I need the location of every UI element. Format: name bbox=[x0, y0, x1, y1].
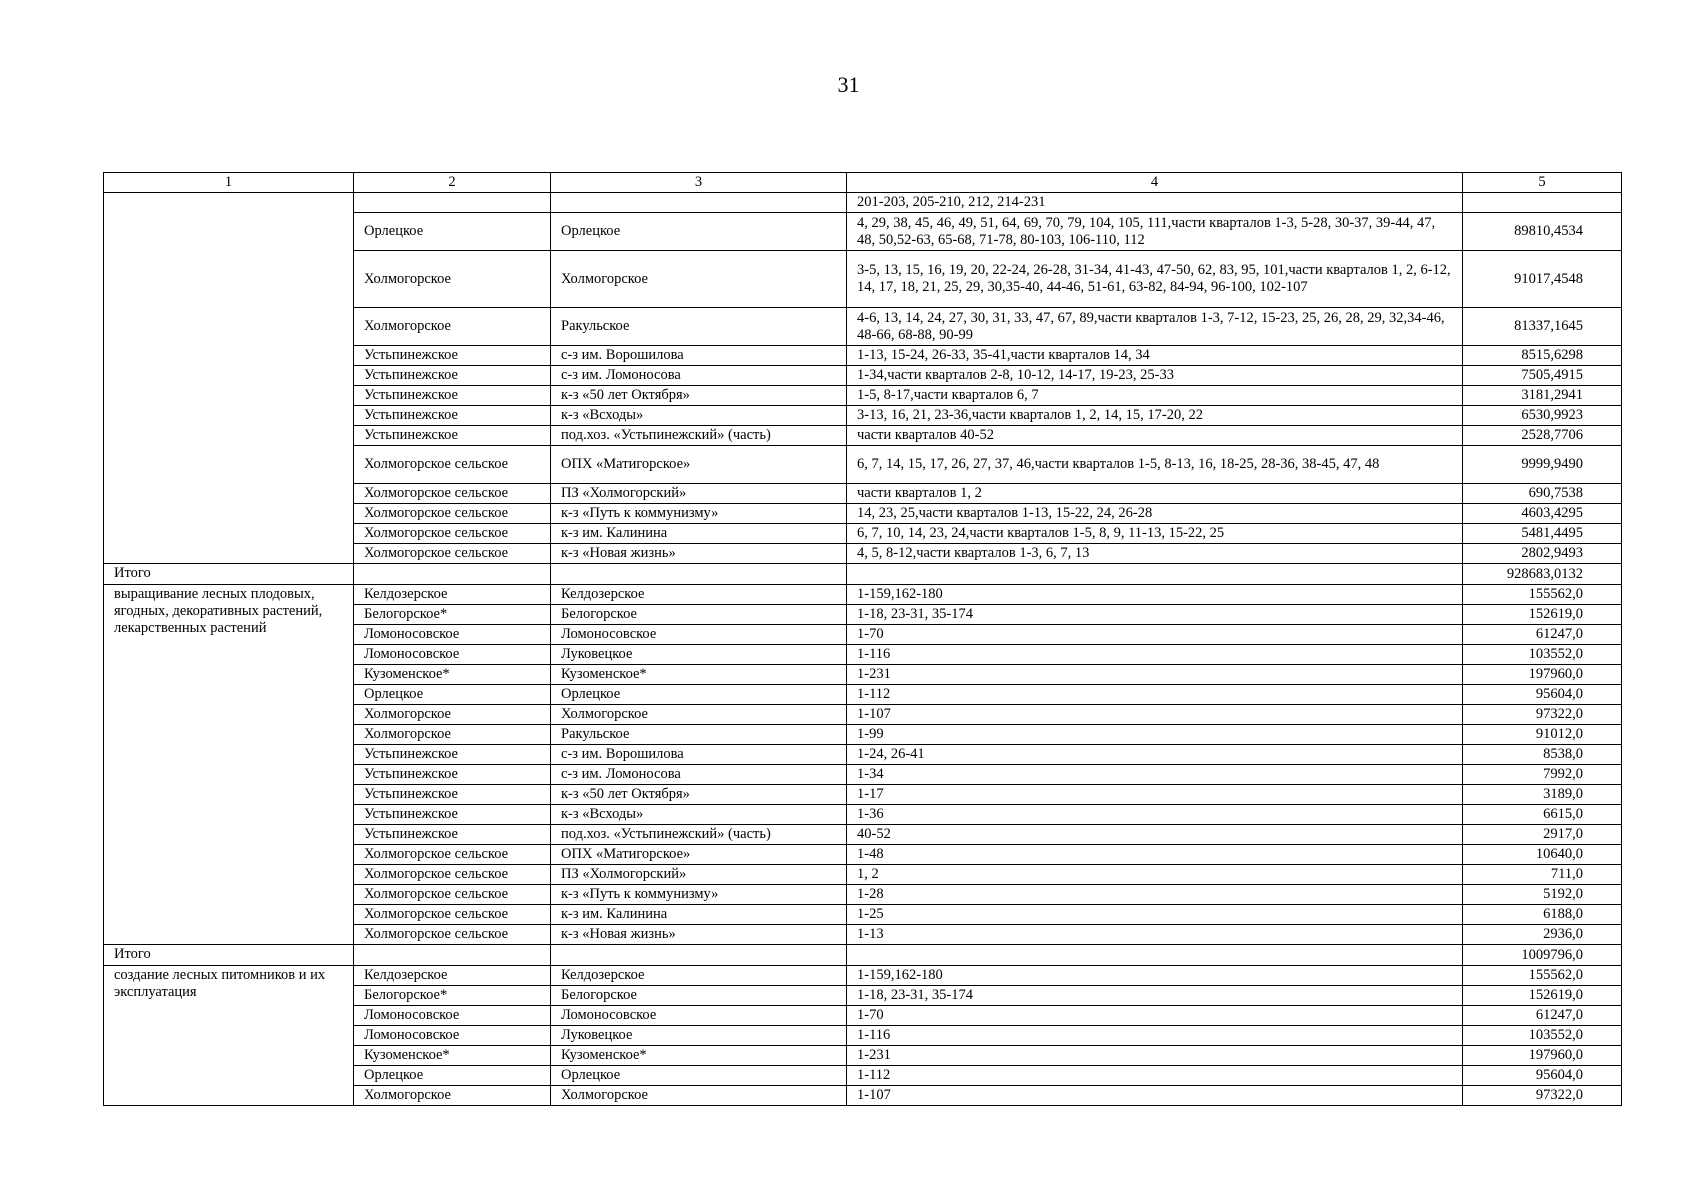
quarters-cell: 1-231 bbox=[847, 665, 1463, 685]
subdistrict-cell: к-з «Новая жизнь» bbox=[551, 544, 847, 564]
quarters-cell: 4, 5, 8-12,части кварталов 1-3, 6, 7, 13 bbox=[847, 544, 1463, 564]
area-cell: 8538,0 bbox=[1463, 745, 1622, 765]
district-cell: Ломоносовское bbox=[354, 1006, 551, 1026]
area-cell: 152619,0 bbox=[1463, 986, 1622, 1006]
subdistrict-cell: Орлецкое bbox=[551, 685, 847, 705]
subdistrict-cell: Кузоменское* bbox=[551, 665, 847, 685]
quarters-cell: 4, 29, 38, 45, 46, 49, 51, 64, 69, 70, 79, 104, 105, 111,части кварталов 1-3, 5-28, 30-37, 39-44, 47, 48, 50,52-63, 65-68, 71-78, 80-103, 106-110, 112 bbox=[847, 213, 1463, 251]
quarters-cell: 1-159,162-180 bbox=[847, 585, 1463, 605]
district-cell: Холмогорское сельское bbox=[354, 925, 551, 945]
area-cell: 91017,4548 bbox=[1463, 251, 1622, 308]
district-cell: Холмогорское сельское bbox=[354, 524, 551, 544]
table-header-row bbox=[104, 173, 1622, 193]
area-cell: 2917,0 bbox=[1463, 825, 1622, 845]
subdistrict-cell: с-з им. Ворошилова bbox=[551, 346, 847, 366]
quarters-cell: 4-6, 13, 14, 24, 27, 30, 31, 33, 47, 67, 89,части кварталов 1-3, 7-12, 15-23, 25, 26, 28, 29, 32,34-46, 48-66, 68-88, 90-99 bbox=[847, 308, 1463, 346]
area-cell: 928683,0132 bbox=[1463, 564, 1622, 585]
section-cell bbox=[104, 193, 354, 564]
quarters-cell: 1-159,162-180 bbox=[847, 966, 1463, 986]
section-cell: выращивание лесных плодовых, ягодных, декоративных растений, лекарственных растений bbox=[104, 585, 354, 945]
area-cell: 91012,0 bbox=[1463, 725, 1622, 745]
district-cell: Холмогорское сельское bbox=[354, 845, 551, 865]
subdistrict-cell: ПЗ «Холмогорский» bbox=[551, 865, 847, 885]
subdistrict-cell: Ломоносовское bbox=[551, 1006, 847, 1026]
table-row bbox=[104, 945, 1622, 966]
subdistrict-cell bbox=[551, 945, 847, 966]
district-cell: Белогорское* bbox=[354, 986, 551, 1006]
district-cell: Холмогорское сельское bbox=[354, 504, 551, 524]
quarters-cell: 1-36 bbox=[847, 805, 1463, 825]
quarters-cell: 1-34 bbox=[847, 765, 1463, 785]
quarters-cell: 40-52 bbox=[847, 825, 1463, 845]
quarters-cell: 1-99 bbox=[847, 725, 1463, 745]
area-cell: 81337,1645 bbox=[1463, 308, 1622, 346]
subdistrict-cell: к-з «Путь к коммунизму» bbox=[551, 885, 847, 905]
section-cell: создание лесных питомников и их эксплуатация bbox=[104, 966, 354, 1106]
district-cell: Ломоносовское bbox=[354, 645, 551, 665]
quarters-cell: 1-116 bbox=[847, 1026, 1463, 1046]
area-cell: 10640,0 bbox=[1463, 845, 1622, 865]
subdistrict-cell: ОПХ «Матигорское» bbox=[551, 446, 847, 484]
area-cell: 3189,0 bbox=[1463, 785, 1622, 805]
area-cell: 103552,0 bbox=[1463, 1026, 1622, 1046]
district-cell bbox=[354, 564, 551, 585]
subdistrict-cell: к-з «Новая жизнь» bbox=[551, 925, 847, 945]
area-cell: 197960,0 bbox=[1463, 665, 1622, 685]
area-cell: 2802,9493 bbox=[1463, 544, 1622, 564]
subdistrict-cell: к-з «Всходы» bbox=[551, 805, 847, 825]
quarters-cell: 1-70 bbox=[847, 1006, 1463, 1026]
subdistrict-cell: Холмогорское bbox=[551, 1086, 847, 1106]
table-row bbox=[104, 966, 1622, 986]
district-cell: Холмогорское bbox=[354, 725, 551, 745]
quarters-cell bbox=[847, 564, 1463, 585]
area-cell: 5481,4495 bbox=[1463, 524, 1622, 544]
quarters-cell: 1-18, 23-31, 35-174 bbox=[847, 605, 1463, 625]
subdistrict-cell: под.хоз. «Устьпинежский» (часть) bbox=[551, 426, 847, 446]
table-body bbox=[104, 193, 1622, 1106]
quarters-cell: 1-5, 8-17,части кварталов 6, 7 bbox=[847, 386, 1463, 406]
district-cell: Кузоменское* bbox=[354, 665, 551, 685]
district-cell: Холмогорское bbox=[354, 251, 551, 308]
subdistrict-cell: с-з им. Ломоносова bbox=[551, 765, 847, 785]
subdistrict-cell: к-з «Путь к коммунизму» bbox=[551, 504, 847, 524]
subdistrict-cell: Келдозерское bbox=[551, 585, 847, 605]
column-header: 4 bbox=[847, 173, 1463, 193]
district-cell: Устьпинежское bbox=[354, 406, 551, 426]
column-header: 3 bbox=[551, 173, 847, 193]
subdistrict-cell: Белогорское bbox=[551, 986, 847, 1006]
subdistrict-cell: ОПХ «Матигорское» bbox=[551, 845, 847, 865]
area-cell: 7992,0 bbox=[1463, 765, 1622, 785]
district-cell: Устьпинежское bbox=[354, 426, 551, 446]
quarters-cell: 1-107 bbox=[847, 705, 1463, 725]
area-cell: 103552,0 bbox=[1463, 645, 1622, 665]
subdistrict-cell: к-з им. Калинина bbox=[551, 905, 847, 925]
district-cell: Орлецкое bbox=[354, 685, 551, 705]
subdistrict-cell: ПЗ «Холмогорский» bbox=[551, 484, 847, 504]
subdistrict-cell: Орлецкое bbox=[551, 1066, 847, 1086]
district-cell: Холмогорское bbox=[354, 1086, 551, 1106]
area-cell: 1009796,0 bbox=[1463, 945, 1622, 966]
quarters-cell: 1-17 bbox=[847, 785, 1463, 805]
column-header: 5 bbox=[1463, 173, 1622, 193]
quarters-cell: 1-25 bbox=[847, 905, 1463, 925]
area-cell: 9999,9490 bbox=[1463, 446, 1622, 484]
district-cell bbox=[354, 193, 551, 213]
area-cell bbox=[1463, 193, 1622, 213]
area-cell: 97322,0 bbox=[1463, 705, 1622, 725]
quarters-cell: 201-203, 205-210, 212, 214-231 bbox=[847, 193, 1463, 213]
table-row bbox=[104, 193, 1622, 213]
section-cell: Итого bbox=[104, 564, 354, 585]
district-cell: Орлецкое bbox=[354, 1066, 551, 1086]
subdistrict-cell: Белогорское bbox=[551, 605, 847, 625]
area-cell: 155562,0 bbox=[1463, 966, 1622, 986]
quarters-cell: 1-13 bbox=[847, 925, 1463, 945]
quarters-cell: 3-5, 13, 15, 16, 19, 20, 22-24, 26-28, 31-34, 41-43, 47-50, 62, 83, 95, 101,части кварталов 1, 2, 6-12, 14, 17, 18, 21, 25, 29, 30,35-40, 44-46, 51-61, 63-82, 84-94, 96-100, 102-107 bbox=[847, 251, 1463, 308]
page-number: 31 bbox=[837, 72, 860, 97]
data-table bbox=[103, 172, 1622, 1106]
area-cell: 61247,0 bbox=[1463, 625, 1622, 645]
quarters-cell: 1-18, 23-31, 35-174 bbox=[847, 986, 1463, 1006]
quarters-cell: 1-112 bbox=[847, 685, 1463, 705]
subdistrict-cell: Ломоносовское bbox=[551, 625, 847, 645]
area-cell: 4603,4295 bbox=[1463, 504, 1622, 524]
district-cell: Устьпинежское bbox=[354, 785, 551, 805]
section-cell: Итого bbox=[104, 945, 354, 966]
quarters-cell: 1-231 bbox=[847, 1046, 1463, 1066]
quarters-cell: 1-13, 15-24, 26-33, 35-41,части кварталов 14, 34 bbox=[847, 346, 1463, 366]
subdistrict-cell: Кузоменское* bbox=[551, 1046, 847, 1066]
area-cell: 2936,0 bbox=[1463, 925, 1622, 945]
district-cell: Устьпинежское bbox=[354, 825, 551, 845]
district-cell: Холмогорское сельское bbox=[354, 544, 551, 564]
area-cell: 197960,0 bbox=[1463, 1046, 1622, 1066]
district-cell: Холмогорское сельское bbox=[354, 446, 551, 484]
district-cell: Устьпинежское bbox=[354, 366, 551, 386]
subdistrict-cell: к-з «50 лет Октября» bbox=[551, 386, 847, 406]
subdistrict-cell: с-з им. Ломоносова bbox=[551, 366, 847, 386]
quarters-cell: 1-28 bbox=[847, 885, 1463, 905]
district-cell: Устьпинежское bbox=[354, 745, 551, 765]
district-cell: Кузоменское* bbox=[354, 1046, 551, 1066]
column-header: 2 bbox=[354, 173, 551, 193]
area-cell: 95604,0 bbox=[1463, 685, 1622, 705]
quarters-cell bbox=[847, 945, 1463, 966]
subdistrict-cell: Ракульское bbox=[551, 725, 847, 745]
area-cell: 711,0 bbox=[1463, 865, 1622, 885]
area-cell: 97322,0 bbox=[1463, 1086, 1622, 1106]
quarters-cell: 1, 2 bbox=[847, 865, 1463, 885]
subdistrict-cell: Холмогорское bbox=[551, 251, 847, 308]
area-cell: 6530,9923 bbox=[1463, 406, 1622, 426]
area-cell: 61247,0 bbox=[1463, 1006, 1622, 1026]
quarters-cell: части кварталов 40-52 bbox=[847, 426, 1463, 446]
area-cell: 5192,0 bbox=[1463, 885, 1622, 905]
subdistrict-cell: Орлецкое bbox=[551, 213, 847, 251]
quarters-cell: 1-24, 26-41 bbox=[847, 745, 1463, 765]
area-cell: 155562,0 bbox=[1463, 585, 1622, 605]
subdistrict-cell: Луковецкое bbox=[551, 645, 847, 665]
district-cell: Холмогорское сельское bbox=[354, 484, 551, 504]
area-cell: 6615,0 bbox=[1463, 805, 1622, 825]
quarters-cell: части кварталов 1, 2 bbox=[847, 484, 1463, 504]
subdistrict-cell bbox=[551, 193, 847, 213]
area-cell: 7505,4915 bbox=[1463, 366, 1622, 386]
area-cell: 2528,7706 bbox=[1463, 426, 1622, 446]
area-cell: 3181,2941 bbox=[1463, 386, 1622, 406]
subdistrict-cell: Келдозерское bbox=[551, 966, 847, 986]
district-cell bbox=[354, 945, 551, 966]
district-cell: Холмогорское сельское bbox=[354, 885, 551, 905]
district-cell: Келдозерское bbox=[354, 585, 551, 605]
quarters-cell: 3-13, 16, 21, 23-36,части кварталов 1, 2, 14, 15, 17-20, 22 bbox=[847, 406, 1463, 426]
table-row bbox=[104, 564, 1622, 585]
quarters-cell: 6, 7, 10, 14, 23, 24,части кварталов 1-5, 8, 9, 11-13, 15-22, 25 bbox=[847, 524, 1463, 544]
area-cell: 89810,4534 bbox=[1463, 213, 1622, 251]
district-cell: Устьпинежское bbox=[354, 765, 551, 785]
area-cell: 95604,0 bbox=[1463, 1066, 1622, 1086]
district-cell: Холмогорское bbox=[354, 308, 551, 346]
district-cell: Келдозерское bbox=[354, 966, 551, 986]
area-cell: 8515,6298 bbox=[1463, 346, 1622, 366]
quarters-cell: 1-107 bbox=[847, 1086, 1463, 1106]
district-cell: Ломоносовское bbox=[354, 1026, 551, 1046]
subdistrict-cell: к-з им. Калинина bbox=[551, 524, 847, 544]
district-cell: Устьпинежское bbox=[354, 346, 551, 366]
district-cell: Холмогорское bbox=[354, 705, 551, 725]
district-cell: Ломоносовское bbox=[354, 625, 551, 645]
quarters-cell: 1-112 bbox=[847, 1066, 1463, 1086]
subdistrict-cell: под.хоз. «Устьпинежский» (часть) bbox=[551, 825, 847, 845]
area-cell: 152619,0 bbox=[1463, 605, 1622, 625]
table-row bbox=[104, 585, 1622, 605]
subdistrict-cell: Луковецкое bbox=[551, 1026, 847, 1046]
district-cell: Устьпинежское bbox=[354, 386, 551, 406]
subdistrict-cell: Холмогорское bbox=[551, 705, 847, 725]
quarters-cell: 1-48 bbox=[847, 845, 1463, 865]
district-cell: Белогорское* bbox=[354, 605, 551, 625]
district-cell: Орлецкое bbox=[354, 213, 551, 251]
quarters-cell: 14, 23, 25,части кварталов 1-13, 15-22, 24, 26-28 bbox=[847, 504, 1463, 524]
quarters-cell: 1-34,части кварталов 2-8, 10-12, 14-17, 19-23, 25-33 bbox=[847, 366, 1463, 386]
area-cell: 6188,0 bbox=[1463, 905, 1622, 925]
district-cell: Холмогорское сельское bbox=[354, 905, 551, 925]
quarters-cell: 1-116 bbox=[847, 645, 1463, 665]
area-cell: 690,7538 bbox=[1463, 484, 1622, 504]
column-header: 1 bbox=[104, 173, 354, 193]
subdistrict-cell: Ракульское bbox=[551, 308, 847, 346]
subdistrict-cell bbox=[551, 564, 847, 585]
district-cell: Устьпинежское bbox=[354, 805, 551, 825]
subdistrict-cell: к-з «50 лет Октября» bbox=[551, 785, 847, 805]
quarters-cell: 1-70 bbox=[847, 625, 1463, 645]
quarters-cell: 6, 7, 14, 15, 17, 26, 27, 37, 46,части кварталов 1-5, 8-13, 16, 18-25, 28-36, 38-45, 47, 48 bbox=[847, 446, 1463, 484]
district-cell: Холмогорское сельское bbox=[354, 865, 551, 885]
subdistrict-cell: к-з «Всходы» bbox=[551, 406, 847, 426]
subdistrict-cell: с-з им. Ворошилова bbox=[551, 745, 847, 765]
